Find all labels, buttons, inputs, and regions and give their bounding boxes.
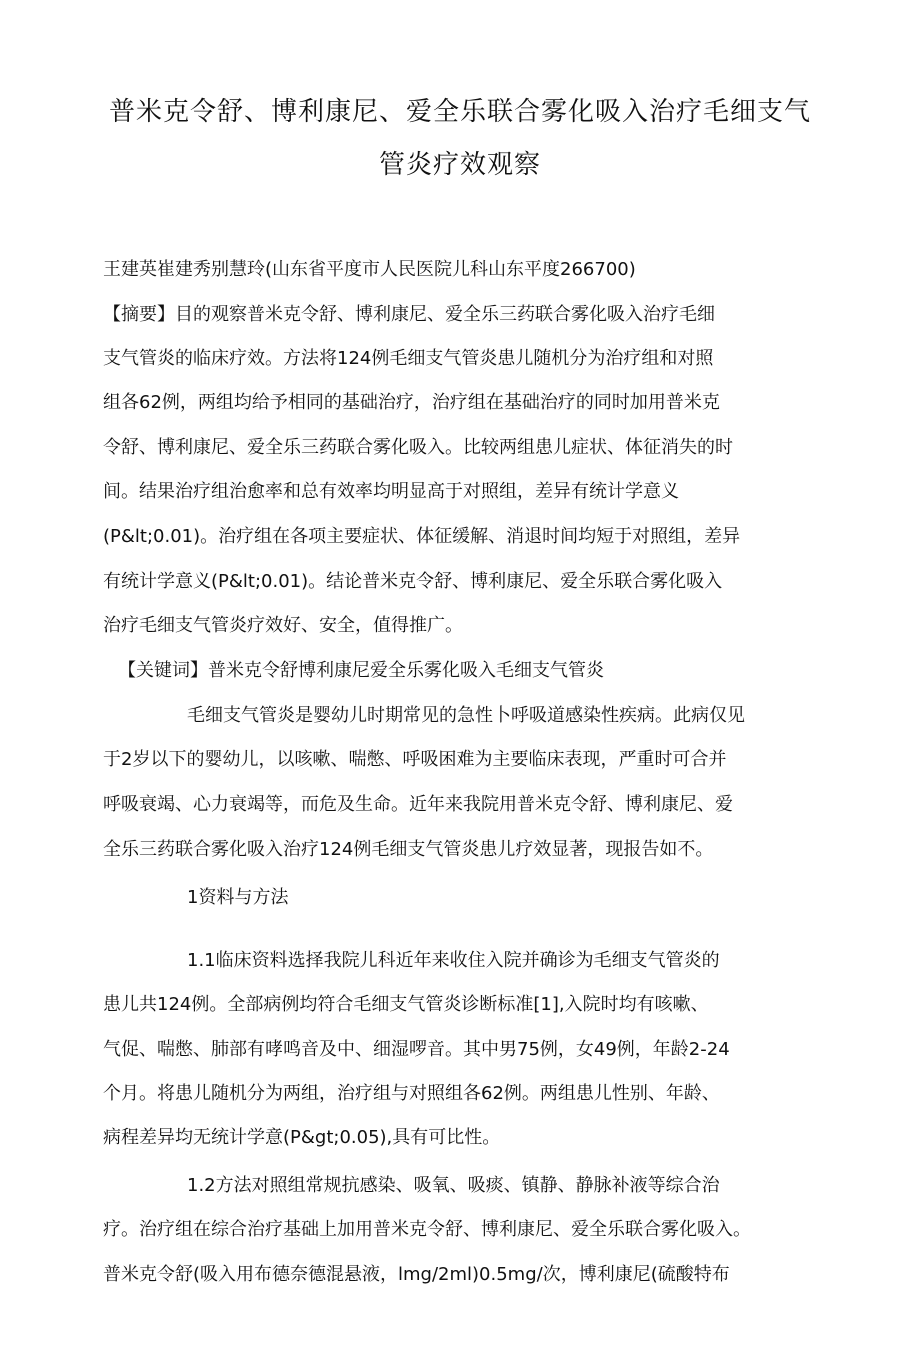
section-1-2-line: 疗。治疗组在综合治疗基础上加用普米克令舒、博利康尼、爱全乐联合雾化吸入。 — [103, 1219, 751, 1240]
authors-line: 王建英崔建秀别慧玲(山东省平度市人民医院儿科山东平度266700) — [103, 259, 636, 280]
section-1-1-line: 病程差异均无统计学意(P&gt;0.05),具有可比性。 — [103, 1127, 501, 1148]
intro-line: 全乐三药联合雾化吸入治疗124例毛细支气管炎患儿疗效显著，现报告如不。 — [103, 839, 714, 860]
abstract-line: 间。结果治疗组治愈率和总有效率均明显高于对照组，差异有统计学意义 — [103, 481, 679, 502]
keywords-line: 【关键词】普米克令舒博利康尼爱全乐雾化吸入毛细支气管炎 — [118, 660, 604, 681]
intro-line: 于2岁以下的婴幼儿，以咳嗽、喘憋、呼吸困难为主要临床表现，严重时可合并 — [103, 749, 727, 770]
section-1-1-line: 1.1临床资料选择我院儿科近年来收住入院并确诊为毛细支气管炎的 — [187, 950, 720, 971]
abstract-line: 【摘要】目的观察普米克令舒、博利康尼、爱全乐三药联合雾化吸入治疗毛细 — [103, 304, 715, 325]
section-1-1-line: 个月。将患儿随机分为两组，治疗组与对照组各62例。两组患儿性别、年龄、 — [103, 1083, 720, 1104]
title-line-1: 普米克令舒、博利康尼、爱全乐联合雾化吸入治疗毛细支气 — [108, 97, 811, 127]
intro-line: 毛细支气管炎是婴幼儿时期常见的急性卜呼吸道感染性疾病。此病仅见 — [187, 705, 745, 726]
abstract-line: 令舒、博利康尼、爱全乐三药联合雾化吸入。比较两组患儿症状、体征消失的时 — [103, 437, 733, 458]
abstract-line: 治疗毛细支气管炎疗效好、安全，值得推广。 — [103, 615, 463, 636]
title-line-2: 管炎疗效观察 — [378, 150, 541, 180]
abstract-line: 支气管炎的临床疗效。方法将124例毛细支气管炎患儿随机分为治疗组和对照 — [103, 348, 714, 369]
section-heading: 1资料与方法 — [187, 887, 289, 908]
section-1-1-line: 气促、喘憋、肺部有哮鸣音及中、细湿啰音。其中男75例，女49例，年龄2-24 — [103, 1039, 730, 1060]
section-1-1-line: 患儿共124例。全部病例均符合毛细支气管炎诊断标准[1],入院时均有咳嗽、 — [103, 994, 709, 1015]
section-1-2-line: 普米克令舒(吸入用布德奈德混悬液，lmg/2ml)0.5mg/次，博利康尼(硫酸特布 — [103, 1264, 730, 1285]
section-1-2-line: 1.2方法对照组常规抗感染、吸氧、吸痰、镇静、静脉补液等综合治 — [187, 1175, 720, 1196]
abstract-line: 有统计学意义(P&lt;0.01)。结论普米克令舒、博利康尼、爱全乐联合雾化吸入 — [103, 571, 723, 592]
abstract-line: (P&lt;0.01)。治疗组在各项主要症状、体征缓解、消退时间均短于对照组，差异 — [103, 526, 741, 547]
abstract-line: 组各62例，两组均给予相同的基础治疗，治疗组在基础治疗的同时加用普米克 — [103, 392, 720, 413]
intro-line: 呼吸衰竭、心力衰竭等，而危及生命。近年来我院用普米克令舒、博利康尼、爱 — [103, 794, 733, 815]
